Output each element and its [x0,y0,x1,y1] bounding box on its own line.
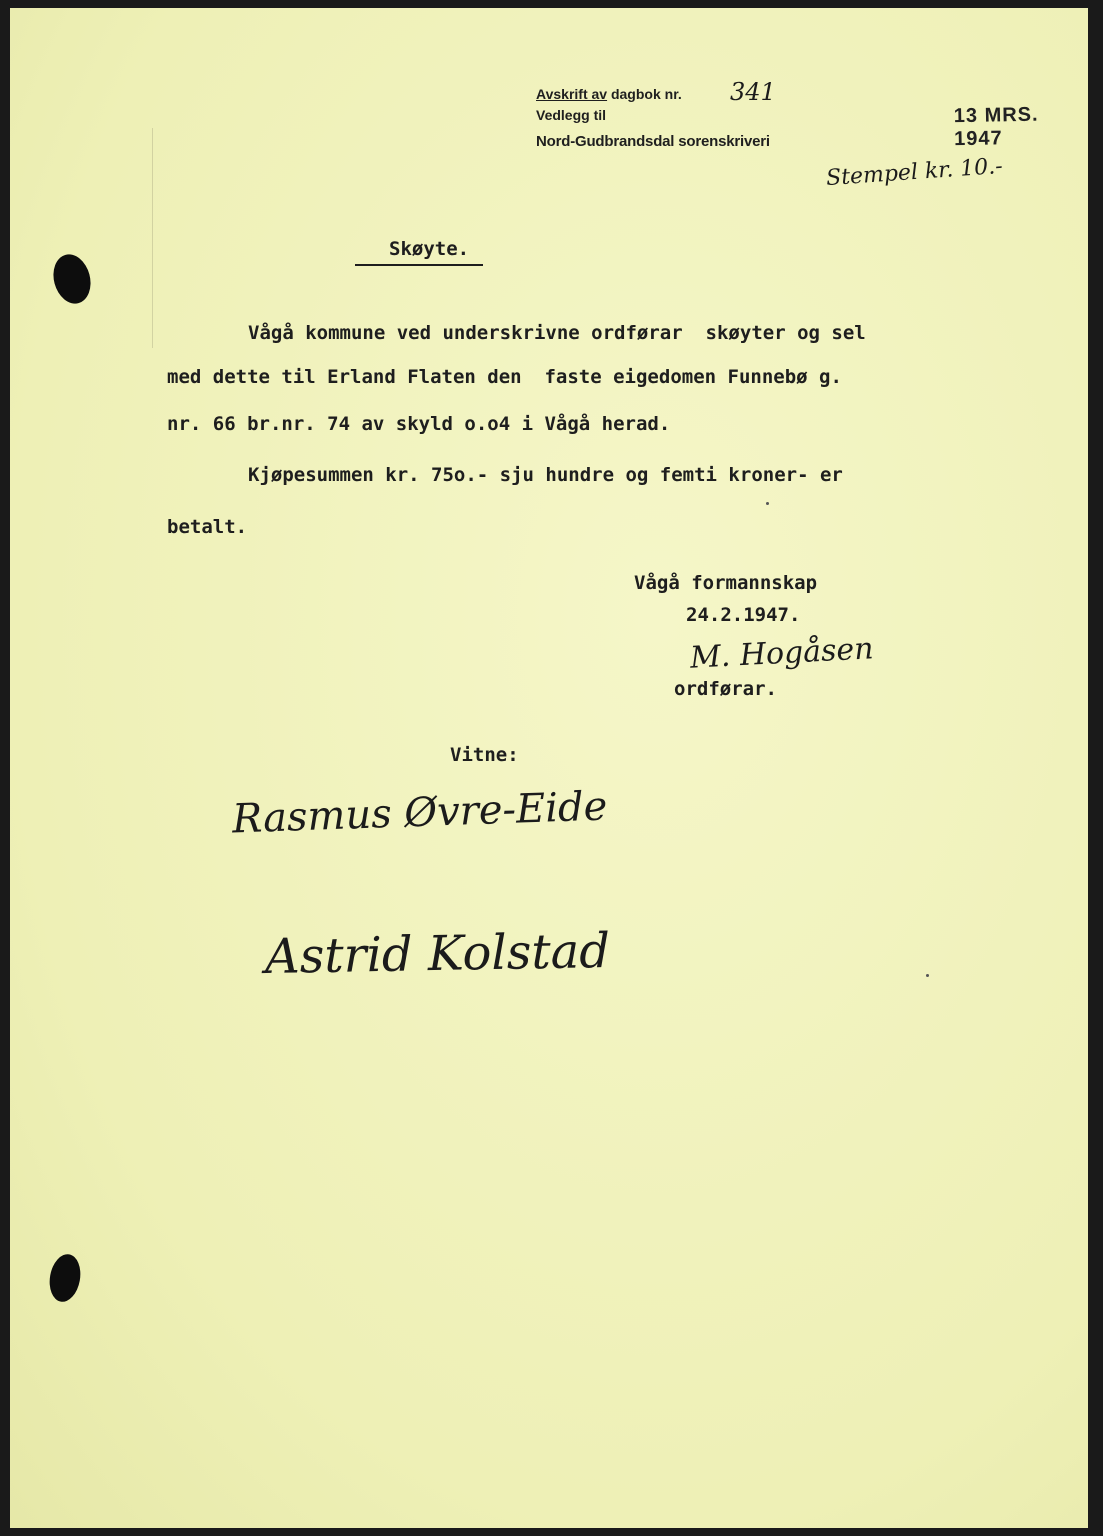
body-line-4: Kjøpesummen kr. 75o.- sju hundre og femti kroner- er [248,464,843,486]
margin-line [152,128,153,348]
signer-role: ordførar. [674,678,777,700]
speck [766,502,769,505]
document-date: 24.2.1947. [686,604,801,626]
witness-signature-2: Astrid Kolstad [264,922,611,986]
speck [926,974,929,977]
vedlegg-label: Vedlegg til [536,107,607,123]
dagbok-label: dagbok nr. [610,86,682,102]
document-title: Skøyte. [355,238,483,266]
body-line-2: med dette til Erland Flaten den faste eigedomen Funnebø g. [167,366,842,388]
witness-label: Vitne: [450,744,519,766]
fee-note: Stempel kr. 10.- [825,153,1004,192]
copy-stamp-line-1 [536,86,682,102]
office-label: Nord-Gudbrandsdal sorenskriveri [536,133,770,150]
mayor-signature: M. Hogåsen [689,631,875,676]
body-line-3: nr. 66 br.nr. 74 av skyld o.o4 i Vågå herad. [167,413,671,435]
body-line-1: Vågå kommune ved underskrivne ordførar skøyter og sel [248,322,866,344]
avskrift-label: Avskrift av [536,86,608,102]
date-stamp: 13 MRS. 1947 [953,103,1039,151]
dagbok-number: 341 [730,78,776,106]
organization: Vågå formannskap [634,572,818,594]
document-page [10,8,1088,1528]
body-line-5: betalt. [167,516,248,538]
witness-signature-1: Rasmus Øvre-Eide [231,783,609,843]
punch-hole-top [48,250,96,308]
punch-hole-bottom [46,1252,84,1304]
